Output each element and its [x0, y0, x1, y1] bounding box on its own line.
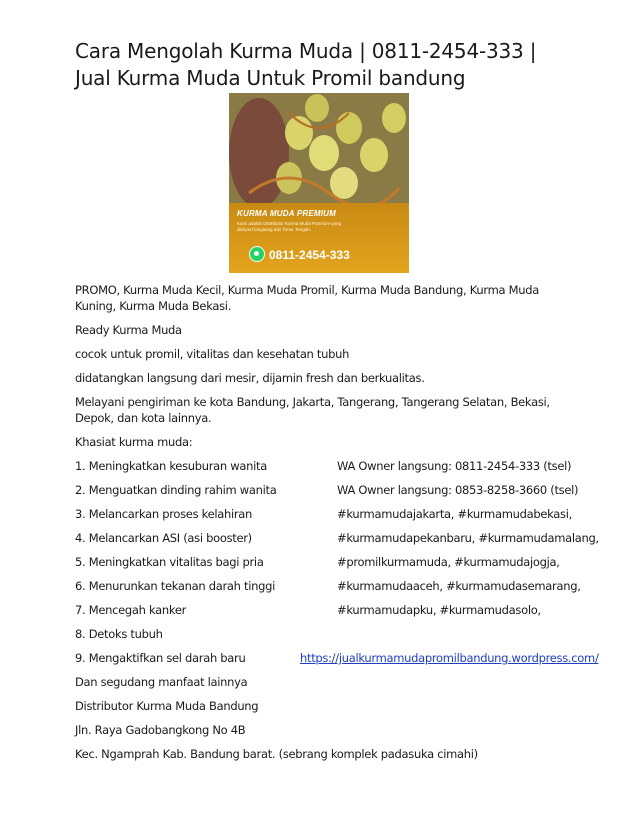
hashtags: #kurmamudapku, #kurmamudasolo, — [337, 603, 541, 617]
paragraph-khasiat-heading: Khasiat kurma muda: — [75, 435, 193, 449]
blog-link[interactable]: https://jualkurmamudapromilbandung.wordpress.com/ — [300, 651, 599, 665]
benefit-item: 5. Meningkatkan vitalitas bagi pria — [75, 555, 264, 569]
promo-banner — [229, 203, 409, 273]
benefit-item: 9. Mengaktifkan sel darah baru — [75, 651, 246, 665]
whatsapp-icon — [249, 246, 265, 262]
benefit-item: 7. Mencegah kanker — [75, 603, 187, 617]
banner-title: KURMA MUDA PREMIUM — [237, 209, 336, 218]
benefit-item: 2. Menguatkan dinding rahim wanita — [75, 483, 277, 497]
contact-wa-1: WA Owner langsung: 0811-2454-333 (tsel) — [337, 459, 572, 473]
banner-phone: 0811-2454-333 — [269, 248, 350, 262]
benefit-row — [75, 602, 565, 618]
banner-subtitle: Kami adalah Distributor Kurma Muda Premium yang diimport langsung dari Timur Tengah. — [237, 221, 342, 232]
hashtags: #kurmamudapekanbaru, #kurmamudamalang, — [337, 531, 599, 545]
benefit-row — [75, 506, 572, 522]
hashtags: #kurmamudaaceh, #kurmamudasemarang, — [337, 579, 581, 593]
benefit-row — [75, 554, 565, 570]
paragraph-ready: Ready Kurma Muda — [75, 323, 182, 337]
benefit-item: 4. Melancarkan ASI (asi booster) — [75, 531, 252, 545]
footer-distributor: Distributor Kurma Muda Bandung — [75, 699, 259, 713]
benefit-item: 6. Menurunkan tekanan darah tinggi — [75, 579, 275, 593]
benefit-row — [75, 650, 599, 666]
paragraph-origin: didatangkan langsung dari mesir, dijamin fresh dan berkualitas. — [75, 371, 425, 385]
benefit-item: 3. Melancarkan proses kelahiran — [75, 507, 253, 521]
hashtags: #promilkurmamuda, #kurmamudajogja, — [337, 555, 560, 569]
footer-manfaat: Dan segudang manfaat lainnya — [75, 675, 248, 689]
benefit-row — [75, 482, 579, 498]
footer-district: Kec. Ngamprah Kab. Bandung barat. (sebrang komplek padasuka cimahi) — [75, 747, 478, 761]
contact-wa-2: WA Owner langsung: 0853-8258-3660 (tsel) — [337, 483, 579, 497]
benefit-row — [75, 626, 565, 642]
promo-image — [229, 93, 409, 273]
benefit-item: 8. Detoks tubuh — [75, 627, 163, 641]
benefit-item: 1. Meningkatkan kesuburan wanita — [75, 459, 267, 473]
benefit-row — [75, 458, 572, 474]
benefit-row — [75, 530, 599, 546]
benefit-row — [75, 578, 581, 594]
paragraph-cocok: cocok untuk promil, vitalitas dan kesehatan tubuh — [75, 347, 350, 361]
footer-address: Jln. Raya Gadobangkong No 4B — [75, 723, 246, 737]
paragraph-shipping: Melayani pengiriman ke kota Bandung, Jakarta, Tangerang, Tangerang Selatan, Bekasi, Depok, dan kota lainnya. — [75, 395, 550, 425]
paragraph-promo: PROMO, Kurma Muda Kecil, Kurma Muda Promil, Kurma Muda Bandung, Kurma Muda Kuning, Kurma Muda Bekasi. — [75, 283, 539, 313]
document-body — [75, 282, 599, 770]
page-title: Cara Mengolah Kurma Muda | 0811-2454-333 | Jual Kurma Muda Untuk Promil bandung — [75, 39, 537, 90]
hashtags: #kurmamudajakarta, #kurmamudabekasi, — [337, 507, 572, 521]
